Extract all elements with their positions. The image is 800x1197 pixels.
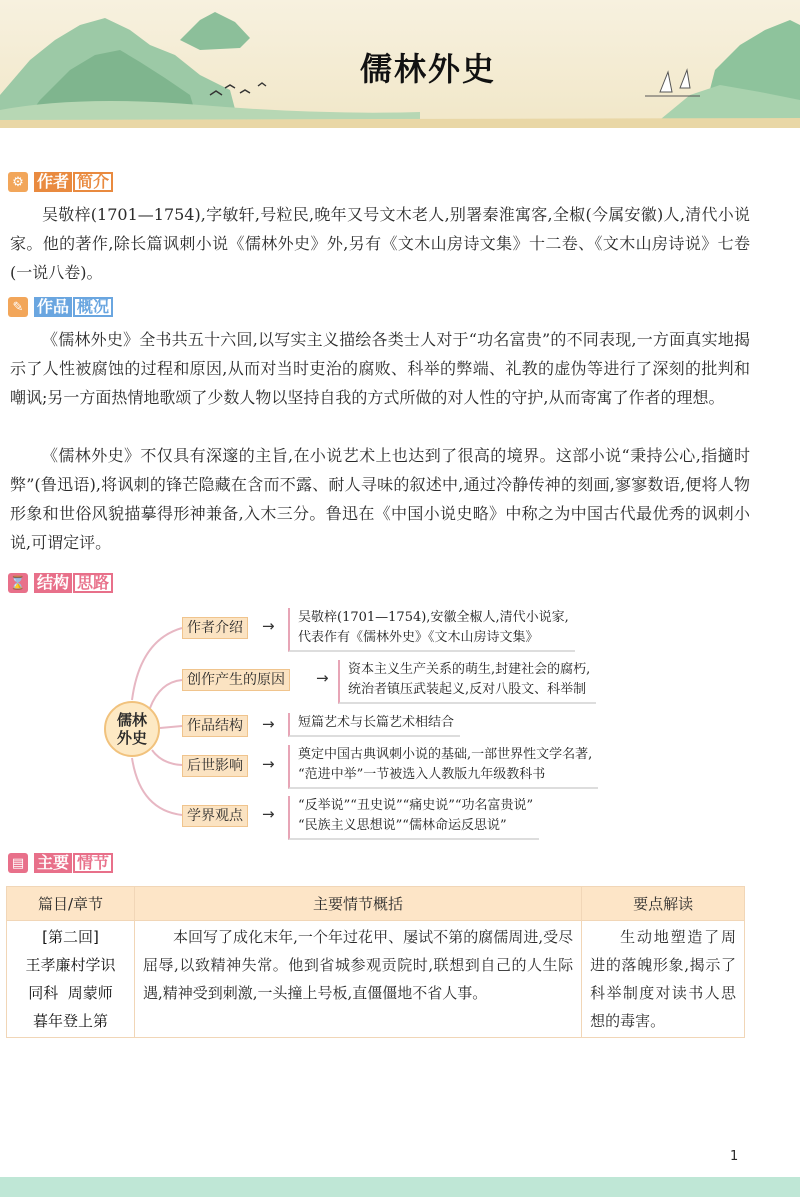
mindmap-detail xyxy=(288,608,575,652)
mindmap-detail xyxy=(288,713,460,737)
mindmap-node: 学界观点 xyxy=(182,805,248,827)
mindmap-detail-line: 奠定中国古典讽刺小说的基础,一部世界性文学名著, xyxy=(298,747,593,762)
arrow-right-icon: → xyxy=(316,669,329,687)
mindmap-center-line: 儒林 xyxy=(116,711,147,729)
mindmap-detail-line: 吴敬梓(1701—1754),安徽全椒人,清代小说家, xyxy=(298,610,569,625)
section-label-sub: 思路 xyxy=(73,573,113,593)
chapter-line: 暮年登上第 xyxy=(32,1012,108,1030)
plot-summary-cell: 本回写了成化末年,一个年过花甲、屡试不第的腐儒周进,受尽屈辱,以致精神失常。他到省城参观贡院时,联想到自己的人生际遇,精神受到刺激,一头撞上号板,直僵僵地不省人事。 xyxy=(134,921,581,1038)
table-header-cell: 主要情节概括 xyxy=(134,887,581,921)
section-label-sub: 情节 xyxy=(73,853,113,873)
mindmap-center-line: 外史 xyxy=(116,729,147,747)
chapter-line: 同科 周蒙师 xyxy=(28,984,113,1002)
section-label-sub: 概况 xyxy=(73,297,113,317)
mindmap-detail-line: “范进中举”一节被选入人教版九年级教科书 xyxy=(298,767,546,782)
mindmap-detail-line: 资本主义生产关系的萌生,封建社会的腐朽, xyxy=(348,662,591,677)
mindmap-detail xyxy=(288,745,598,789)
mindmap-node: 后世影响 xyxy=(182,755,248,777)
mindmap-detail xyxy=(288,796,539,840)
hourglass-icon: ⌛ xyxy=(8,573,28,593)
section-label-main: 主要 xyxy=(34,853,72,873)
mindmap-detail-line: “反举说”“丑史说”“痛史说”“功名富贵说” xyxy=(298,798,534,813)
author-paragraph: 吴敬梓(1701—1754),字敏轩,号粒民,晚年又号文木老人,别署秦淮寓客,全椒(今属安徽)人,清代小说家。他的著作,除长篇讽刺小说《儒林外史》外,另有《文木山房诗文集》十二卷、《文木山房诗说》七卷(一说八卷)。 xyxy=(10,205,750,282)
table-row xyxy=(7,921,745,1038)
section-label-main: 结构 xyxy=(34,573,72,593)
overview-paragraph-1: 《儒林外史》全书共五十六回,以写实主义描绘各类士人对于“功名富贵”的不同表现,一方面真实地揭示了人性被腐蚀的过程和原因,从而对当时吏治的腐败、科举的弊端、礼教的虚伪等进行了深刻的批判和嘲讽;另一方面热情地歌颂了少数人物以坚持自我的方式所做的对人性的守护,从而寄寓了作者的理想。 xyxy=(10,330,750,407)
mindmap-detail-line: “民族主义思想说”“儒林命运反思说” xyxy=(298,818,507,833)
arrow-right-icon: → xyxy=(262,755,275,773)
page-title: 儒林外史 xyxy=(360,50,497,88)
section-label-main: 作者 xyxy=(34,172,72,192)
chapter-line: 王孝廉村学识 xyxy=(25,956,116,974)
footer-bar xyxy=(0,1177,800,1197)
book-icon: ▤ xyxy=(8,853,28,873)
mindmap-detail xyxy=(338,660,596,704)
table-header-cell: 篇目/章节 xyxy=(7,887,135,921)
mindmap-node: 作品结构 xyxy=(182,715,248,737)
plot-table xyxy=(6,886,745,1038)
page-number: 1 xyxy=(730,1149,739,1164)
arrow-right-icon: → xyxy=(262,805,275,823)
section-label-sub: 简介 xyxy=(73,172,113,192)
table-header-row xyxy=(7,887,745,921)
arrow-right-icon: → xyxy=(262,715,275,733)
key-point-cell: 生动地塑造了周进的落魄形象,揭示了科举制度对读书人思想的毒害。 xyxy=(582,921,745,1038)
section-header-plot xyxy=(8,852,113,874)
mindmap-center xyxy=(104,701,160,757)
mindmap-detail-line: 代表作有《儒林外史》《文木山房诗文集》 xyxy=(298,630,539,645)
chapter-line: [第二回] xyxy=(42,928,99,946)
mindmap-node: 作者介绍 xyxy=(182,617,248,639)
gear-icon: ⚙ xyxy=(8,172,28,192)
pen-icon: ✎ xyxy=(8,297,28,317)
table-header-cell: 要点解读 xyxy=(582,887,745,921)
mindmap-detail-line: 统治者镇压武装起义,反对八股文、科举制 xyxy=(348,682,587,697)
section-label xyxy=(34,853,113,873)
mindmap-node: 创作产生的原因 xyxy=(182,669,290,691)
arrow-right-icon: → xyxy=(262,617,275,635)
section-label-main: 作品 xyxy=(34,297,72,317)
mindmap-detail-line: 短篇艺术与长篇艺术相结合 xyxy=(298,715,455,730)
chapter-cell xyxy=(7,921,135,1038)
overview-paragraph-2: 《儒林外史》不仅具有深邃的主旨,在小说艺术上也达到了很高的境界。这部小说“秉持公心,指擿时弊”(鲁迅语),将讽刺的锋芒隐藏在含而不露、耐人寻味的叙述中,通过冷静传神的刻画,寥寥数语,便将人物形象和世俗风貌描摹得形神兼备,入木三分。鲁迅在《中国小说史略》中称之为中国古代最优秀的讽刺小说,可谓定评。 xyxy=(10,446,750,552)
